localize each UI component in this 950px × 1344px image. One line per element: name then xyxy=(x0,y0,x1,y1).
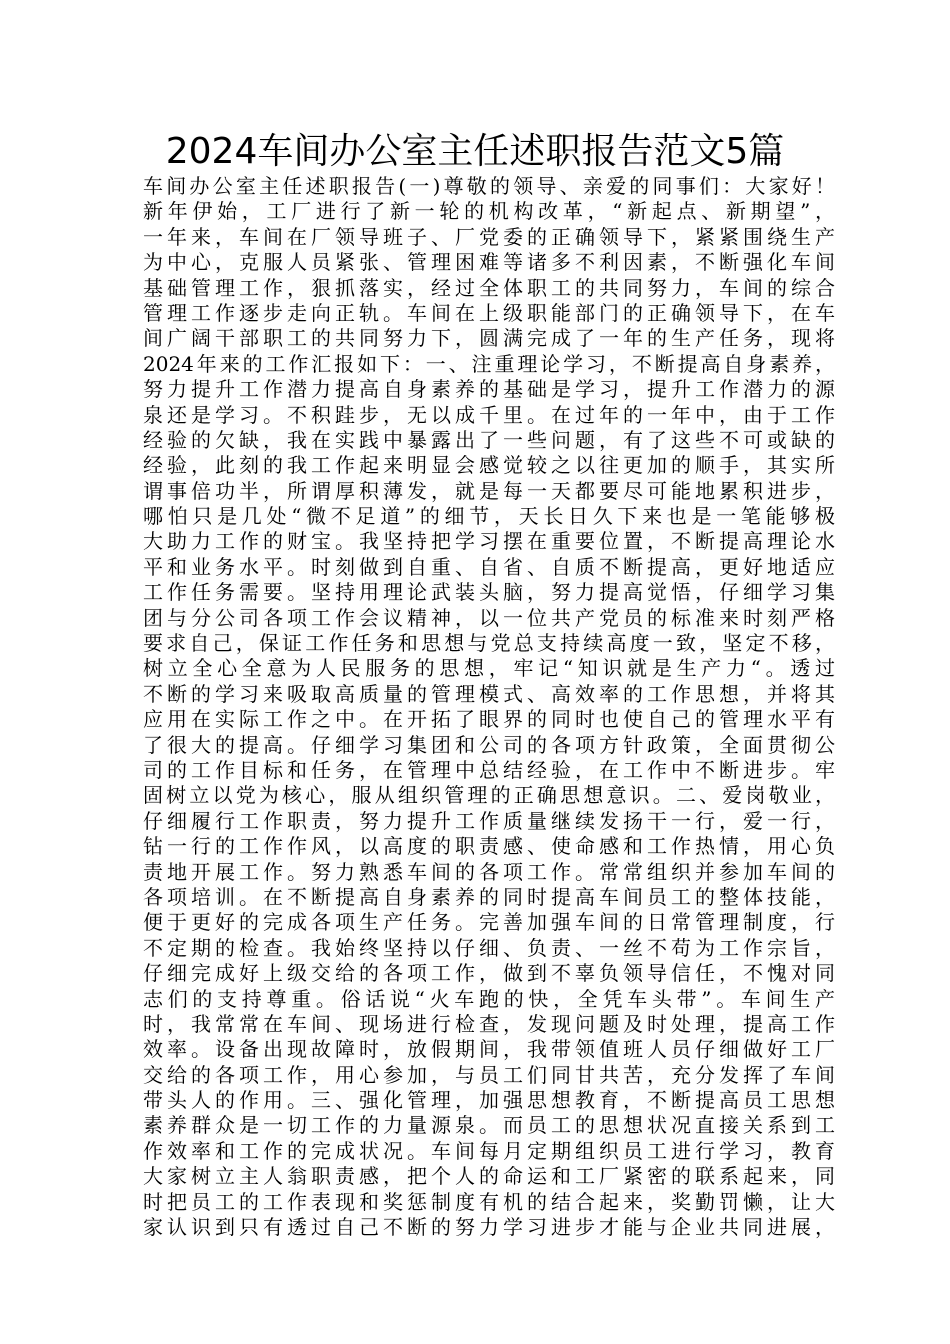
document-body xyxy=(143,174,835,1240)
body-line: 基础管理工作，狠抓落实，经过全体职工的共同努力，车间的综合 xyxy=(143,275,835,300)
body-line: 车间办公室主任述职报告(一)尊敬的领导、亲爱的同事们：大家好！ xyxy=(143,174,835,198)
body-line: 带头人的作用。三、强化管理，加强思想教育，不断提高员工思想 xyxy=(143,1088,835,1113)
body-line: 钻一行的工作作风，以高度的职责感、使命感和工作热情，用心负 xyxy=(143,834,835,859)
body-line: 平和业务水平。时刻做到自重、自省、自质不断提高，更好地适应 xyxy=(143,554,835,579)
document-title: 2024车间办公室主任述职报告范文5篇 xyxy=(165,131,785,172)
body-line: 家认识到只有透过自己不断的努力学习进步才能与企业共同进展， xyxy=(143,1215,835,1240)
body-line: 管理工作逐步走向正轨。车间在上级职能部门的正确领导下，在车 xyxy=(143,300,835,325)
body-line: 时把员工的工作表现和奖惩制度有机的结合起来，奖勤罚懒，让大 xyxy=(143,1189,835,1214)
body-line: 仔细履行工作职责，努力提升工作质量继续发扬干一行，爱一行， xyxy=(143,808,835,833)
body-line: 志们的支持尊重。俗话说“火车跑的快，全凭车头带”。车间生产 xyxy=(143,986,835,1011)
body-line: 交给的各项工作，用心参加，与员工们同甘共苦，充分发挥了车间 xyxy=(143,1062,835,1087)
body-line: 司的工作目标和任务，在管理中总结经验，在工作中不断进步。牢 xyxy=(143,757,835,782)
body-line: 大助力工作的财宝。我坚持把学习摆在重要位置，不断提高理论水 xyxy=(143,529,835,554)
body-line: 努力提升工作潜力提高自身素养的基础是学习，提升工作潜力的源 xyxy=(143,377,835,402)
body-line: 各项培训。在不断提高自身素养的同时提高车间员工的整体技能， xyxy=(143,884,835,909)
body-line: 应用在实际工作之中。在开拓了眼界的同时也使自己的管理水平有 xyxy=(143,707,835,732)
body-line: 了很大的提高。仔细学习集团和公司的各项方针政策，全面贯彻公 xyxy=(143,732,835,757)
body-line: 新年伊始，工厂进行了新一轮的机构改革，“新起点、新期望”， xyxy=(143,199,835,224)
body-line: 责地开展工作。努力熟悉车间的各项工作。常常组织并参加车间的 xyxy=(143,859,835,884)
body-line: 树立全心全意为人民服务的思想，牢记“知识就是生产力“。透过 xyxy=(143,656,835,681)
body-line: 团与分公司各项工作会议精神，以一位共产党员的标准来时刻严格 xyxy=(143,605,835,630)
body-line: 间广阔干部职工的共同努力下，圆满完成了一年的生产任务，现将 xyxy=(143,326,835,351)
body-line: 不定期的检查。我始终坚持以仔细、负责、一丝不苟为工作宗旨， xyxy=(143,935,835,960)
body-line: 要求自己，保证工作任务和思想与党总支持续高度一致，坚定不移， xyxy=(143,631,835,656)
body-line: 大家树立主人翁职责感，把个人的命运和工厂紧密的联系起来，同 xyxy=(143,1164,835,1189)
body-line: 经验，此刻的我工作起来明显会感觉较之以往更加的顺手，其实所 xyxy=(143,453,835,478)
body-line: 经验的欠缺，我在实践中暴露出了一些问题，有了这些不可或缺的 xyxy=(143,427,835,452)
body-line: 仔细完成好上级交给的各项工作，做到不辜负领导信任，不愧对同 xyxy=(143,961,835,986)
body-line: 2024年来的工作汇报如下：一、注重理论学习，不断提高自身素养， xyxy=(143,351,835,376)
body-line: 工作任务需要。坚持用理论武装头脑，努力提高觉悟，仔细学习集 xyxy=(143,580,835,605)
body-line: 一年来，车间在厂领导班子、厂党委的正确领导下，紧紧围绕生产 xyxy=(143,224,835,249)
body-line: 泉还是学习。不积跬步，无以成千里。在过年的一年中，由于工作 xyxy=(143,402,835,427)
body-line: 不断的学习来吸取高质量的管理模式、高效率的工作思想，并将其 xyxy=(143,681,835,706)
body-line: 固树立以党为核心，服从组织管理的正确思想意识。二、爱岗敬业， xyxy=(143,783,835,808)
body-line: 素养群众是一切工作的力量源泉。而员工的思想状况直接关系到工 xyxy=(143,1113,835,1138)
body-line: 效率。设备出现故障时，放假期间，我带领值班人员仔细做好工厂 xyxy=(143,1037,835,1062)
body-line: 谓事倍功半，所谓厚积薄发，就是每一天都要尽可能地累积进步， xyxy=(143,478,835,503)
body-line: 为中心，克服人员紧张、管理困难等诸多不利因素，不断强化车间 xyxy=(143,250,835,275)
body-line: 时，我常常在车间、现场进行检查，发现问题及时处理，提高工作 xyxy=(143,1011,835,1036)
body-line: 作效率和工作的完成状况。车间每月定期组织员工进行学习，教育 xyxy=(143,1138,835,1163)
body-line: 便于更好的完成各项生产任务。完善加强车间的日常管理制度，行 xyxy=(143,910,835,935)
body-line: 哪怕只是几处“微不足道”的细节，天长日久下来也是一笔能够极 xyxy=(143,504,835,529)
